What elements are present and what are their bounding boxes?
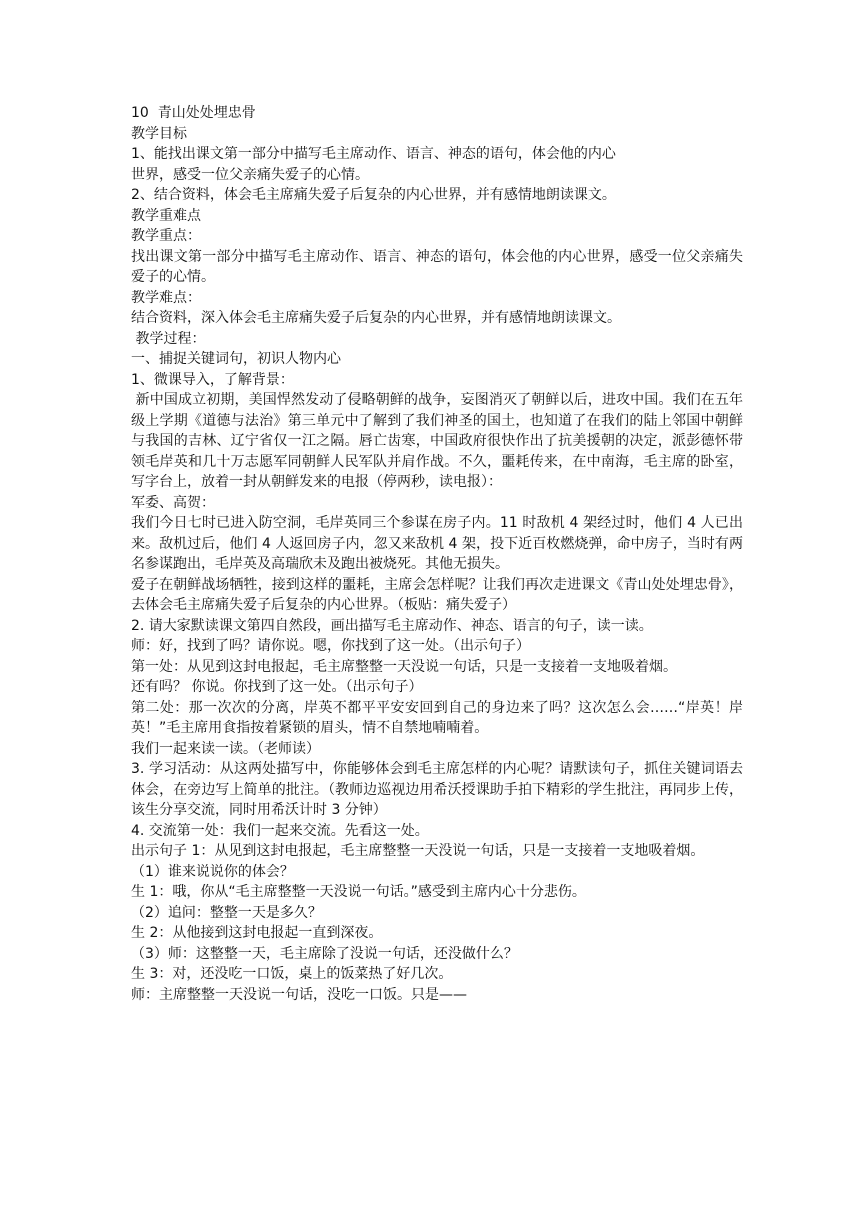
teacher-prompt-1: 师：好，找到了吗？请你说。嗯，你找到了这一处。（出示句子）	[131, 638, 530, 654]
heading-difficult-points: 教学难点：	[131, 289, 201, 306]
step-3-activity: 3. 学习活动：从这两处描写中，你能够体会到毛主席怎样的内心呢？请默读句子，抓住关键词语去体会，在旁边写上简单的批注。（教师边巡视边用希沃授课助手拍下精彩的学生批注，再同步上传，该生分享交流，同时用希沃计时 3 分钟）	[131, 761, 743, 818]
telegram-text: 我们今日七时已进入防空洞，毛岸英同三个参谋在房子内。11 时敌机 4 架经过时，他们 4 人已出来。敌机过后，他们 4 人返回房子内，忽又来敌机 4 架，投下近百枚燃烧弹，命中房子，当时有两名参谋跑出，毛岸英及高瑞欣未及跑出被烧死。其他无损失。	[131, 515, 743, 572]
background-paragraph: 新中国成立初期，美国悍然发动了侵略朝鲜的战争，妄图消灭了朝鲜以后，进攻中国。我们在五年级上学期《道德与法治》第三单元中了解到了我们神圣的国土，也知道了在我们的陆上邻国中朝鲜与我国的吉林、辽宁省仅一江之隔。唇亡齿寒，中国政府很快作出了抗美援朝的决定，派彭德怀带领毛岸英和几十万志愿军同朝鲜人民军队并肩作战。不久，噩耗传来，在中南海，毛主席的卧室，写字台上，放着一封从朝鲜发来的电报（停两秒，读电报）：	[131, 392, 744, 490]
key-points-text: 找出课文第一部分中描写毛主席动作、语言、神态的语句，体会他的内心世界，感受一位父亲痛失爱子的心情。	[131, 248, 743, 285]
heading-key-difficult-points: 教学重难点	[131, 207, 201, 224]
student-3-answer: 生 3：对，还没吃一口饭，桌上的饭菜热了好几次。	[131, 966, 453, 982]
teacher-prompt-2: 还有吗？ 你说。你找到了这一处。（出示句子）	[131, 679, 423, 695]
step-4-exchange: 4. 交流第一处：我们一起来交流。先看这一处。	[131, 822, 429, 839]
step-2-instruction: 2. 请大家默读课文第四自然段，画出描写毛主席动作、神态、语言的句子，读一读。	[131, 617, 653, 634]
show-sentence-1: 出示句子 1：从见到这封电报起，毛主席整整一天没说一句话，只是一支接着一支地吸着烟。	[131, 843, 705, 859]
heading-key-points: 教学重点：	[131, 228, 201, 244]
difficult-points-text: 结合资料，深入体会毛主席痛失爱子后复杂的内心世界，并有感情地朗读课文。	[131, 310, 621, 326]
transition-paragraph: 爱子在朝鲜战场牺牲，接到这样的噩耗，主席会怎样呢？让我们再次走进课文《青山处处埋忠骨》，去体会毛主席痛失爱子后复杂的内心世界。（板贴：痛失爱子）	[131, 576, 743, 613]
document-body	[131, 103, 743, 1005]
student-1-answer: 生 1：哦，你从“毛主席整整一天没说一句话。”感受到主席内心十分悲伤。	[131, 884, 586, 900]
telegram-recipients: 军委、高贺：	[131, 494, 215, 511]
student-2-answer: 生 2：从他接到这封电报起一直到深夜。	[131, 925, 383, 941]
sentence-first-place: 第一处：从见到这封电报起，毛主席整整一天没说一句话，只是一支接着一支地吸着烟。	[131, 658, 677, 675]
question-1: （1）谁来说说你的体会？	[131, 863, 294, 880]
section-1-heading: 一、捕捉关键词句，初识人物内心	[131, 351, 341, 367]
step-1-heading: 1、微课导入，了解背景：	[131, 371, 294, 388]
question-2: （2）追问：整整一天是多久？	[131, 904, 322, 921]
document-title: 10 青山处处埋忠骨	[131, 105, 256, 121]
question-3: （3）师：这整整一天，毛主席除了没说一句话，还没做什么？	[131, 945, 518, 962]
read-together: 我们一起来读一读。（老师读）	[131, 740, 320, 757]
goal-2: 2、结合资料，体会毛主席痛失爱子后复杂的内心世界，并有感情地朗读课文。	[131, 187, 616, 203]
sentence-second-place: 第二处：那一次次的分离，岸英不都平平安安回到自己的身边来了吗？这次怎么会……“岸英！岸英！”毛主席用食指按着紧锁的眉头，情不自禁地喃喃着。	[131, 699, 743, 736]
teacher-summary: 师：主席整整一天没说一句话，没吃一口饭。只是——	[131, 986, 467, 1003]
heading-teaching-process: 教学过程：	[131, 330, 206, 347]
goal-1-line-2: 世界，感受一位父亲痛失爱子的心情。	[131, 166, 369, 183]
goal-1-line-1: 1、能找出课文第一部分中描写毛主席动作、语言、神态的语句，体会他的内心	[131, 146, 616, 162]
heading-teaching-goals: 教学目标	[131, 125, 187, 142]
